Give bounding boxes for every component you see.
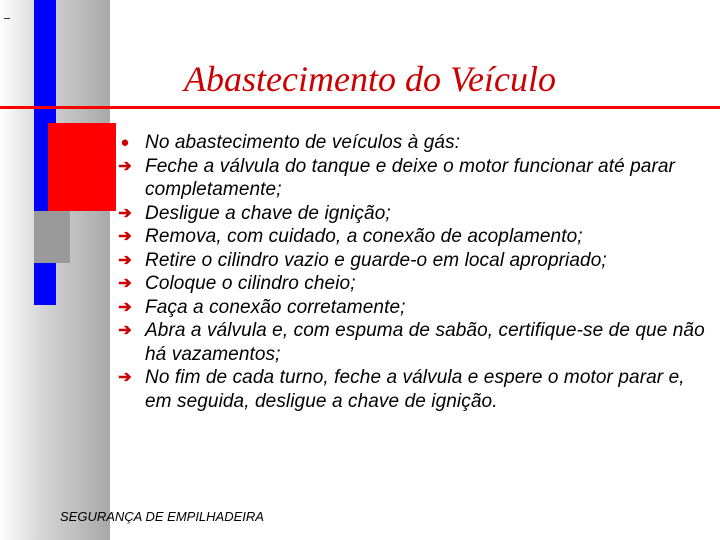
bullet-item (116, 202, 706, 226)
bullet-item (116, 366, 706, 413)
title-underline-rule (0, 106, 720, 109)
bullet-item (116, 155, 706, 202)
slide-title: Abastecimento do Veículo (184, 59, 556, 99)
bullet-item (116, 131, 706, 155)
bullet-text: Abra a válvula e, com espuma de sabão, certifique-se de que não há vazamentos; (145, 320, 705, 365)
footer-text: SEGURANÇA DE EMPILHADEIRA (60, 509, 264, 524)
bullet-text: Faça a conexão corretamente; (145, 296, 406, 318)
arrow-bullet-icon: ➔ (118, 322, 132, 339)
bullet-text: Coloque o cilindro cheio; (145, 273, 356, 294)
bullet-item (116, 272, 706, 296)
arrow-bullet-icon: ➔ (118, 275, 132, 292)
red-block-decoration (48, 123, 116, 211)
arrow-bullet-icon: ➔ (118, 157, 132, 175)
bullet-text: Feche a válvula do tanque e deixe o motor funcionar até parar completamente; (145, 155, 675, 200)
corner-tick-decoration (4, 18, 10, 19)
bullet-item (116, 296, 706, 320)
bullet-text: Desligue a chave de ignição; (145, 202, 391, 224)
arrow-bullet-icon: ➔ (118, 369, 132, 386)
bullet-item (116, 225, 706, 249)
arrow-bullet-icon: ➔ (118, 228, 132, 245)
bullet-text: Retire o cilindro vazio e guarde-o em local apropriado; (145, 249, 607, 271)
bullet-item (116, 319, 706, 366)
bullet-item (116, 249, 706, 273)
gray-block-decoration (34, 211, 70, 263)
arrow-bullet-icon: ➔ (118, 298, 132, 316)
bullet-text: Remova, com cuidado, a conexão de acoplamento; (145, 226, 583, 247)
arrow-bullet-icon: ➔ (118, 251, 132, 269)
bullet-text: No abastecimento de veículos à gás: (145, 132, 461, 153)
arrow-bullet-icon: ➔ (118, 204, 132, 222)
bullet-list (116, 131, 706, 413)
bullet-dot-icon: ● (120, 134, 130, 151)
bullet-text: No fim de cada turno, feche a válvula e espere o motor parar e, em seguida, desligue a chave de ignição. (145, 367, 685, 412)
